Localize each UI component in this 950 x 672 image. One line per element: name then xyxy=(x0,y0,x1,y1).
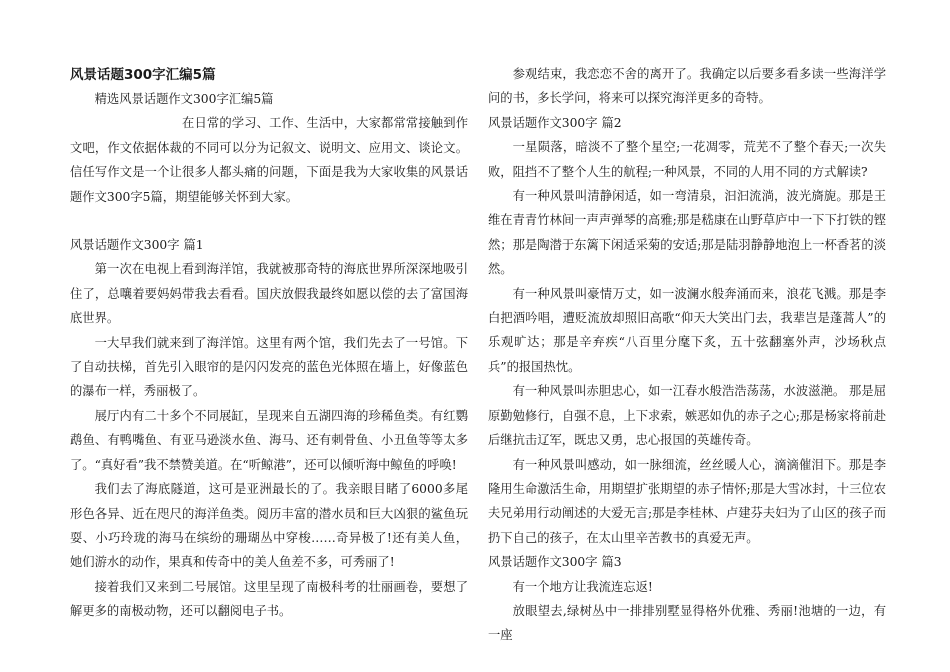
right-column xyxy=(488,62,886,648)
intro-paragraph: 在日常的学习、工作、生活中，大家都常常接触到作文吧，作文依据体裁的不同可以分为记叙文、说明文、应用文、谈论文。信任写作文是一个让很多人都头痛的问题，下面是我为大家收集的风景话题作文300字5篇，期望能够关怀到大家。 xyxy=(70,116,468,204)
essay-3-paragraph-1: 有一个地方让我流连忘返! xyxy=(512,579,653,594)
essay-1-paragraph-6: 参观结束，我恋恋不舍的离开了。我确定以后要多看多读一些海洋学问的书，多长学问，将来可以探究海洋更多的奇特。 xyxy=(488,67,886,106)
essay-1-paragraph-1: 第一次在电视上看到海洋馆，我就被那奇特的海底世界所深深地吸引住了，总嚷着要妈妈带我去看看。国庆放假我最终如愿以偿的去了富国海底世界。 xyxy=(70,262,468,326)
essay-heading-3: 风景话题作文300字 篇3 xyxy=(488,555,622,570)
essay-3-paragraph-2: 放眼望去,绿树丛中一排排别墅显得格外优雅、秀丽!池塘的一边，有一座 xyxy=(488,603,886,643)
essay-1-paragraph-4: 我们去了海底隧道，这可是亚洲最长的了。我亲眼目睹了6000多尾形色各异、近在咫尺的海洋鱼类。阅历丰富的潜水员和巨大凶狠的鲨鱼玩耍、小巧玲珑的海马在缤纷的珊瑚丛中穿梭……奇异极了!还有美人鱼，她们游水的动作，果真和传奇中的美人鱼差不多，可秀丽了! xyxy=(70,482,468,570)
essay-2-paragraph-4: 有一种风景叫赤胆忠心，如一江春水般浩浩荡荡，水波滋滟。 那是屈原勤勉修行，自强不息，上下求索，嫉恶如仇的赤子之心;那是杨家将前赴后继抗击辽军，既忠又勇，忠心报国的英雄传奇。 xyxy=(488,384,886,448)
essay-heading-1: 风景话题作文300字 篇1 xyxy=(70,238,204,253)
essay-2-paragraph-5: 有一种风景叫感动，如一脉细流，丝丝暖人心，滴滴催泪下。那是李隆用生命激活生命，用期望扩张期望的赤子情怀;那是大雪冰封，十三位农夫兄弟用行动阐述的大爱无言;那是李桂林、卢建芬夫妇为了山区的孩子而扔下自己的孩子，在太山里辛苦教书的真爱无声。 xyxy=(488,457,886,545)
essay-1-paragraph-3: 展厅内有二十多个不同展缸，呈现来自五湖四海的珍稀鱼类。有红鹦鹉鱼、有鸭嘴鱼、有亚马逊淡水鱼、海马、还有刺骨鱼、小丑鱼等等太多了。“真好看”我不禁赞美道。在“听鲸港”，还可以倾听海中鲸鱼的呼唤! xyxy=(70,408,468,472)
essay-1-paragraph-2: 一大早我们就来到了海洋馆。这里有两个馆，我们先去了一号馆。下了自动扶梯，首先引入眼帘的是闪闪发亮的蓝色光体照在墙上，好像蓝色的瀑布一样，秀丽极了。 xyxy=(70,335,468,399)
essay-2-paragraph-1: 一星陨落，暗淡不了整个星空;一花凋零，荒芜不了整个春天;一次失败，阻挡不了整个人生的航程;一种风景，不同的人用不同的方式解读? xyxy=(488,140,886,179)
document-subtitle: 精选风景话题作文300字汇编5篇 xyxy=(94,92,274,106)
left-column xyxy=(70,62,468,624)
essay-2-paragraph-3: 有一种风景叫豪情万丈，如一波澜水般奔涌而来，浪花飞溅。那是李白把酒吟唱，遭贬流放却照旧高歌“仰天大笑出门去，我辈岂是蓬蒿人”的乐观旷达；那是辛弃疾“八百里分麾下炙，五十弦翻塞外声，沙场秋点兵”的报国热忱。 xyxy=(488,286,886,374)
essay-1-paragraph-5: 接着我们又来到二号展馆。这里呈现了南极科考的壮丽画卷，要想了解更多的南极动物，还可以翻阅电子书。 xyxy=(70,579,468,619)
section-gap xyxy=(70,209,468,233)
essay-heading-2: 风景话题作文300字 篇2 xyxy=(488,115,622,130)
document-title: 风景话题300字汇编5篇 xyxy=(70,67,216,83)
essay-2-paragraph-2: 有一种风景叫清静闲适，如一弯清泉，汩汩流淌，波光旖旎。那是王维在青青竹林间一声声弹琴的高雅;那是嵇康在山野草庐中一下下打铁的铿然；那是陶潜于东篱下闲适采菊的安适;那是陆羽静静地泡上一杯香茗的淡然。 xyxy=(488,189,886,277)
